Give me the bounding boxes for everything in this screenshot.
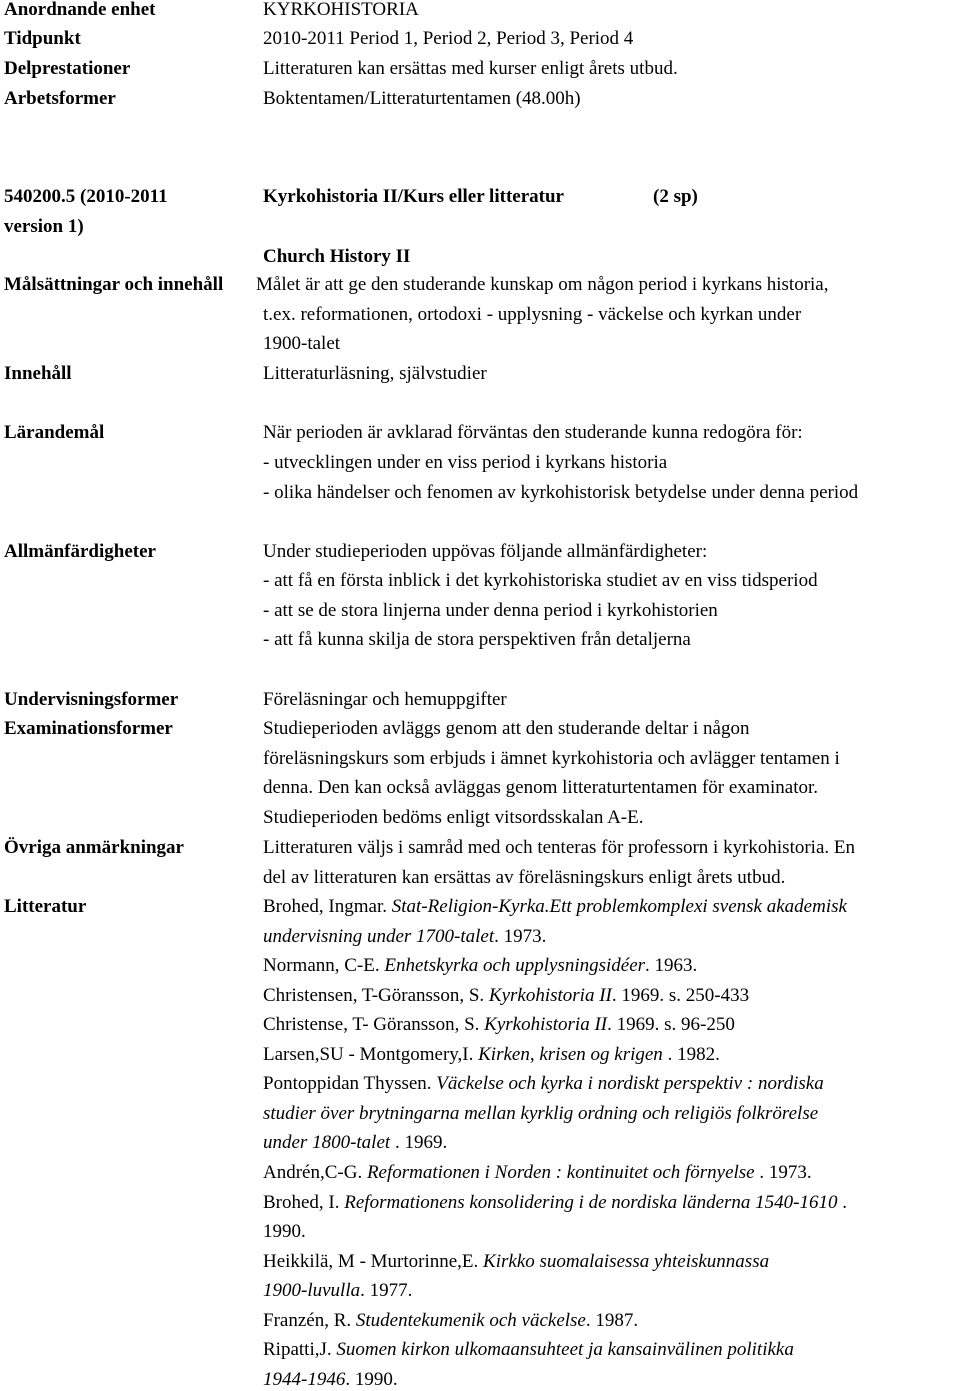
literature-line xyxy=(263,1073,824,1095)
literature-author: Franzén, R. xyxy=(263,1310,356,1331)
literature-title: Kirkko suomalaisessa yhteiskunnassa xyxy=(483,1251,770,1272)
allmanfardigheter-line: - att få en första inblick i det kyrkohistoriska studiet av en viss tidsperiod xyxy=(263,570,818,591)
literature-title: Enhetskyrka och upplysningsidéer xyxy=(384,955,646,976)
label-arbetsformer: Arbetsformer xyxy=(4,88,116,109)
literature-line xyxy=(263,1014,735,1036)
label-examinationsformer: Examinationsformer xyxy=(4,718,173,739)
label-allmanfardigheter: Allmänfärdigheter xyxy=(4,541,156,562)
literature-title: Reformationen i Norden : kontinuitet och förnyelse xyxy=(366,1162,755,1183)
undervisningsformer-line: Föreläsningar och hemuppgifter xyxy=(263,689,507,710)
malsattningar-line: Målet är att ge den studerande kunskap om någon period i kyrkans historia, xyxy=(256,274,829,295)
literature-year: . 1969. s. 250-433 xyxy=(611,985,750,1006)
malsattningar-line: t.ex. reformationen, ortodoxi - upplysning - väckelse och kyrkan under xyxy=(263,304,802,325)
literature-line xyxy=(263,1339,794,1361)
course-version: version 1) xyxy=(4,216,84,237)
literature-title: Reformationens konsolidering i de nordiska länderna 1540-1610 xyxy=(344,1192,838,1213)
examinationsformer-line: denna. Den kan också avläggas genom litteraturtentamen för examinator. xyxy=(263,777,819,798)
literature-title: Kyrkohistoria II xyxy=(488,985,612,1006)
label-malsattningar: Målsättningar och innehåll xyxy=(4,274,224,295)
label-ovriga-anmarkningar: Övriga anmärkningar xyxy=(4,837,184,858)
course-code: 540200.5 (2010-2011 xyxy=(4,186,168,207)
literature-line xyxy=(263,1103,818,1125)
ovriga-line: Litteraturen väljs i samråd med och tenteras för professorn i kyrkohistoria. En xyxy=(263,837,855,858)
literature-title: 1944-1946 xyxy=(263,1369,346,1390)
malsattningar-line: 1900-talet xyxy=(263,333,341,354)
literature-title: under 1800-talet xyxy=(263,1132,391,1153)
literature-line xyxy=(263,1221,306,1243)
literature-year: . 1990. xyxy=(345,1369,398,1390)
allmanfardigheter-line: Under studieperioden uppövas följande allmänfärdigheter: xyxy=(263,541,708,562)
label-larandemal: Lärandemål xyxy=(4,422,105,443)
literature-title: Kirken, krisen og krigen xyxy=(478,1044,663,1065)
course-credits: (2 sp) xyxy=(653,186,698,207)
literature-title: 1900-luvulla xyxy=(263,1280,361,1301)
allmanfardigheter-line: - att få kunna skilja de stora perspektiven från detaljerna xyxy=(263,629,691,650)
literature-author: Ripatti,J. xyxy=(263,1339,337,1360)
literature-line xyxy=(263,1369,398,1391)
label-tidpunkt: Tidpunkt xyxy=(4,28,81,49)
larandemal-line: När perioden är avklarad förväntas den studerande kunna redogöra för: xyxy=(263,422,803,443)
literature-author: Heikkilä, M - Murtorinne,E. xyxy=(263,1251,484,1272)
literature-title: Stat-Religion-Kyrka.Ett problemkomplexi svensk akademisk xyxy=(391,896,847,917)
literature-author: Christensen, T-Göransson, S. xyxy=(263,985,489,1006)
label-delprestationer: Delprestationer xyxy=(4,58,131,79)
literature-line xyxy=(263,985,749,1007)
literature-title: Studentekumenik och väckelse xyxy=(355,1310,586,1331)
literature-line xyxy=(263,1310,638,1332)
examinationsformer-line: Studieperioden avläggs genom att den studerande deltar i någon xyxy=(263,718,750,739)
larandemal-line: - olika händelser och fenomen av kyrkohistorisk betydelse under denna period xyxy=(263,482,859,503)
literature-line xyxy=(263,926,546,948)
literature-year: . 1982. xyxy=(662,1044,720,1065)
value-anordnande-enhet: KYRKOHISTORIA xyxy=(263,0,419,20)
course-title: Kyrkohistoria II/Kurs eller litteratur xyxy=(263,186,564,207)
value-arbetsformer: Boktentamen/Litteraturtentamen (48.00h) xyxy=(263,88,581,109)
literature-line xyxy=(263,1251,769,1273)
literature-line xyxy=(263,1192,847,1214)
examinationsformer-line: Studieperioden bedöms enligt vitsordsskalan A-E. xyxy=(263,807,644,828)
literature-year: . 1973. xyxy=(754,1162,812,1183)
literature-line xyxy=(263,1132,447,1154)
literature-title: Väckelse och kyrka i nordiskt perspektiv : nordiska xyxy=(436,1073,824,1094)
literature-year: . 1977. xyxy=(360,1280,413,1301)
label-undervisningsformer: Undervisningsformer xyxy=(4,689,179,710)
literature-year: . 1969. s. 96-250 xyxy=(607,1014,735,1035)
literature-author: 1990. xyxy=(263,1221,306,1242)
literature-line xyxy=(263,896,847,918)
literature-author: Larsen,SU - Montgomery,I. xyxy=(263,1044,479,1065)
value-delprestationer: Litteraturen kan ersättas med kurser enligt årets utbud. xyxy=(263,58,678,79)
literature-author: Brohed, Ingmar. xyxy=(263,896,392,917)
literature-year: . 1969. xyxy=(390,1132,448,1153)
label-innehall: Innehåll xyxy=(4,363,72,384)
literature-title: Suomen kirkon ulkomaansuhteet ja kansainvälinen politikka xyxy=(336,1339,794,1360)
literature-title: undervisning under 1700-talet xyxy=(263,926,495,947)
value-tidpunkt: 2010-2011 Period 1, Period 2, Period 3, Period 4 xyxy=(263,28,634,49)
label-anordnande-enhet: Anordnande enhet xyxy=(4,0,156,20)
literature-author: Brohed, I. xyxy=(263,1192,345,1213)
literature-author: Andrén,C-G. xyxy=(263,1162,367,1183)
literature-line xyxy=(263,1044,720,1066)
literature-line xyxy=(263,1162,812,1184)
literature-year: . xyxy=(837,1192,848,1213)
literature-line xyxy=(263,1280,412,1302)
larandemal-line: - utvecklingen under en viss period i kyrkans historia xyxy=(263,452,668,473)
course-subtitle: Church History II xyxy=(263,246,411,267)
literature-year: . 1963. xyxy=(645,955,698,976)
label-litteratur: Litteratur xyxy=(4,896,87,917)
allmanfardigheter-line: - att se de stora linjerna under denna period i kyrkohistorien xyxy=(263,600,718,621)
innehall-line: Litteraturläsning, självstudier xyxy=(263,363,487,384)
literature-title: studier över brytningarna mellan kyrklig ordning och religiös folkrörelse xyxy=(263,1103,819,1124)
literature-title: Kyrkohistoria II xyxy=(484,1014,608,1035)
ovriga-line: del av litteraturen kan ersättas av föreläsningskurs enligt årets utbud. xyxy=(263,867,786,888)
literature-author: Pontoppidan Thyssen. xyxy=(263,1073,437,1094)
literature-author: Normann, C-E. xyxy=(263,955,385,976)
literature-year: . 1973. xyxy=(494,926,547,947)
literature-author: Christense, T- Göransson, S. xyxy=(263,1014,485,1035)
literature-year: . 1987. xyxy=(585,1310,639,1331)
literature-line xyxy=(263,955,697,977)
examinationsformer-line: föreläsningskurs som erbjuds i ämnet kyrkohistoria och avlägger tentamen i xyxy=(263,748,840,769)
